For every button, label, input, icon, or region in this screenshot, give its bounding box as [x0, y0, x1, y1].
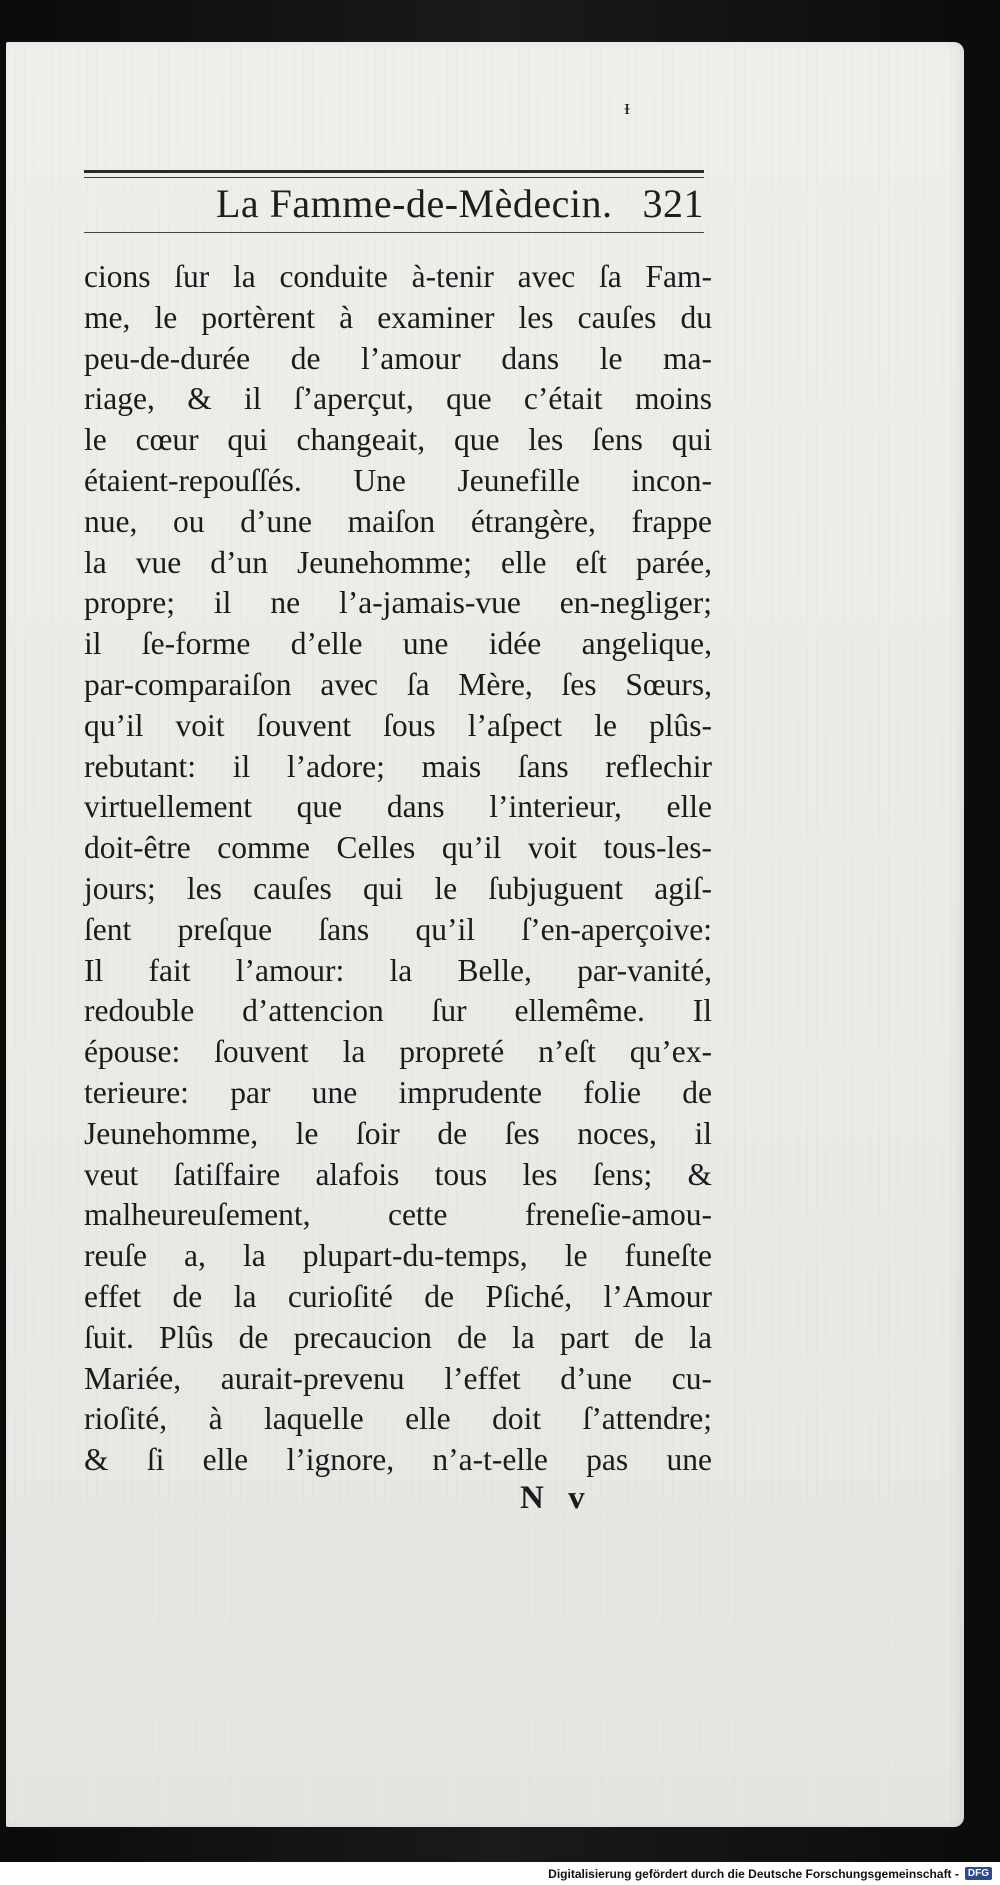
text-line: Il fait l’amour: la Belle, par-vanité, [84, 952, 712, 988]
running-head [84, 170, 704, 233]
text-line: ſuit. Plûs de precaucion de la part de la [84, 1319, 712, 1355]
text-line: riage, & il ſ’aperçut, que c’était moins [84, 381, 712, 417]
text-line: jours; les cauſes qui le ſubjuguent agiſ- [84, 870, 712, 906]
text-line: épouse: ſouvent la propreté n’eſt qu’ex- [84, 1034, 712, 1070]
running-head-rule [84, 232, 704, 233]
digitization-footer [0, 1862, 1000, 1885]
running-head-title: La Famme-de-Mèdecin. [215, 181, 613, 226]
text-line: qu’il voit ſouvent ſous l’aſpect le plûs- [84, 707, 712, 743]
text-line: cions ſur la conduite à-tenir avec ſa Fam- [84, 259, 712, 294]
page-number: 321 [642, 181, 704, 226]
text-line: redouble d’attencion ſur ellemême. Il [84, 993, 712, 1029]
text-line: doit-être comme Celles qu’il voit tous-les- [84, 830, 712, 866]
text-line: effet de la curioſité de Pſiché, l’Amour [84, 1278, 712, 1314]
page-mark: ᵻ [624, 94, 631, 119]
footer-credit: Digitalisierung gefördert durch die Deutsche Forschungsgemeinschaft - [548, 1866, 959, 1881]
text-line: rebutant: il l’adore; mais ſans reflechir [84, 748, 712, 784]
body-text [84, 257, 712, 1481]
running-head-row [84, 182, 704, 226]
text-line: Jeunehomme, le ſoir de ſes noces, il [84, 1115, 712, 1151]
text-line: terieure: par une imprudente folie de [84, 1074, 712, 1110]
text-line: ſent preſque ſans qu’il ſ’en-aperçoive: [84, 911, 712, 947]
text-line: me, le portèrent à examiner les cauſes du [84, 299, 712, 335]
text-line: reuſe a, la plupart-du-temps, le funeſte [84, 1238, 712, 1274]
text-line: veut ſatiſfaire alafois tous les ſens; & [84, 1156, 712, 1192]
text-line: la vue d’un Jeunehomme; elle eſt parée, [84, 544, 712, 580]
text-line: & ſi elle l’ignore, n’a-t-elle pas une [84, 1442, 712, 1478]
text-line: Mariée, aurait-prevenu l’effet d’une cu- [84, 1360, 712, 1396]
text-line: malheureuſement, cette freneſie-amou- [84, 1197, 712, 1233]
text-line: il ſe-forme d’elle une idée angelique, [84, 626, 712, 662]
text-line: nue, ou d’une maiſon étrangère, frappe [84, 503, 712, 539]
text-line: rioſité, à laquelle elle doit ſ’attendre; [84, 1401, 712, 1437]
text-line: le cœur qui changeait, que les ſens qui [84, 422, 712, 458]
dfg-logo: DFG [965, 1867, 992, 1880]
text-line: propre; il ne l’a-jamais-vue en-negliger; [84, 585, 712, 621]
text-line: virtuellement que dans l’interieur, elle [84, 789, 712, 825]
text-line: étaient-repouſſés. Une Jeunefille incon- [84, 462, 712, 498]
text-line: peu-de-durée de l’amour dans le ma- [84, 340, 712, 376]
text-line: par-comparaiſon avec ſa Mère, ſes Sœurs, [84, 666, 712, 702]
signature-mark: N v [520, 1480, 593, 1516]
